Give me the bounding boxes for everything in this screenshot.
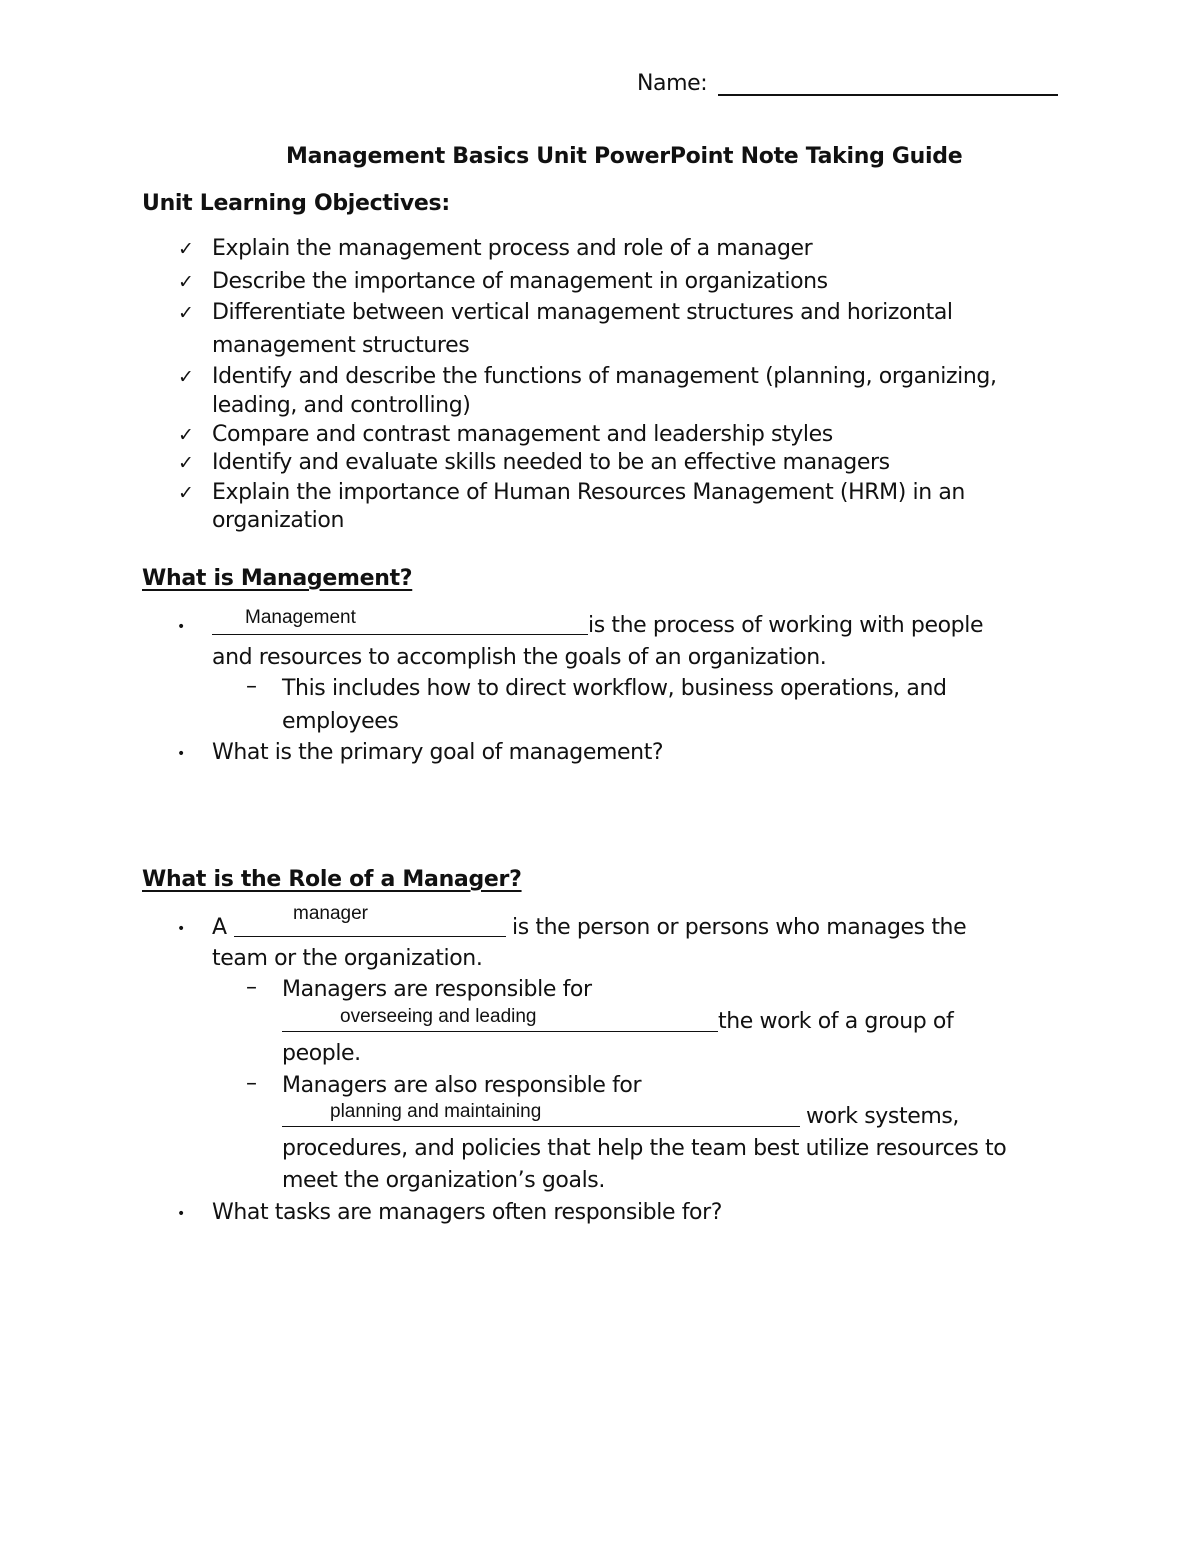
objective-item: Compare and contrast management and leadership styles [212, 422, 833, 447]
bullet-text: is the process of working with people [588, 613, 984, 638]
bullet-text: is the person or persons who manages the [512, 915, 967, 940]
bullet-icon: • [177, 1206, 186, 1222]
check-icon: ✓ [178, 452, 194, 474]
objective-item: Identify and describe the functions of management (planning, organizing, [212, 364, 997, 389]
bullet-text-continued: team or the organization. [212, 946, 483, 971]
name-field[interactable] [718, 94, 1058, 96]
name-label: Name: [637, 71, 708, 96]
objective-item: Differentiate between vertical management structures and horizontal [212, 300, 953, 325]
blank-answer-management: Management [245, 607, 356, 628]
dash-icon: – [246, 674, 257, 699]
sub-bullet-text-continued: people. [282, 1041, 361, 1066]
objective-item-continued: organization [212, 508, 344, 533]
check-icon: ✓ [178, 238, 194, 260]
objectives-heading: Unit Learning Objectives: [142, 191, 450, 216]
check-icon: ✓ [178, 424, 194, 446]
bullet-icon: • [177, 746, 186, 762]
dash-icon: – [246, 1071, 257, 1096]
sub-bullet-text: This includes how to direct workflow, business operations, and [282, 676, 947, 701]
check-icon: ✓ [178, 482, 194, 504]
sub-bullet-text: Managers are also responsible for [282, 1073, 642, 1098]
blank-line[interactable] [282, 1126, 800, 1127]
page-title: Management Basics Unit PowerPoint Note Taking Guide [286, 144, 963, 169]
blank-answer-planning: planning and maintaining [330, 1101, 542, 1122]
blank-line[interactable] [234, 936, 506, 937]
bullet-prefix: A [212, 915, 227, 940]
question-text: What is the primary goal of management? [212, 740, 664, 765]
objective-item: Identify and evaluate skills needed to be an effective managers [212, 450, 890, 475]
question-text: What tasks are managers often responsible for? [212, 1200, 723, 1225]
sub-bullet-text-continued: procedures, and policies that help the team best utilize resources to [282, 1136, 1007, 1161]
check-icon: ✓ [178, 302, 194, 324]
section-heading-role-of-manager: What is the Role of a Manager? [142, 867, 522, 892]
blank-answer-overseeing: overseeing and leading [340, 1006, 537, 1027]
objective-item: Explain the management process and role of a manager [212, 236, 813, 261]
objective-item-continued: management structures [212, 333, 470, 358]
blank-line[interactable] [212, 634, 588, 635]
blank-line[interactable] [282, 1031, 718, 1032]
check-icon: ✓ [178, 366, 194, 388]
sub-bullet-text: Managers are responsible for [282, 977, 592, 1002]
sub-bullet-text-continued: employees [282, 709, 399, 734]
dash-icon: – [246, 975, 257, 1000]
objective-item: Describe the importance of management in organizations [212, 269, 828, 294]
bullet-text-continued: and resources to accomplish the goals of an organization. [212, 645, 827, 670]
check-icon: ✓ [178, 271, 194, 293]
objective-item: Explain the importance of Human Resources Management (HRM) in an [212, 480, 965, 505]
sub-bullet-text-after-blank: the work of a group of [718, 1009, 954, 1034]
blank-answer-manager: manager [293, 903, 368, 924]
objective-item-continued: leading, and controlling) [212, 393, 471, 418]
sub-bullet-text-continued: meet the organization’s goals. [282, 1168, 605, 1193]
bullet-icon: • [177, 619, 186, 635]
bullet-icon: • [177, 921, 186, 937]
section-heading-management: What is Management? [142, 566, 413, 591]
sub-bullet-text-after-blank: work systems, [806, 1104, 960, 1129]
